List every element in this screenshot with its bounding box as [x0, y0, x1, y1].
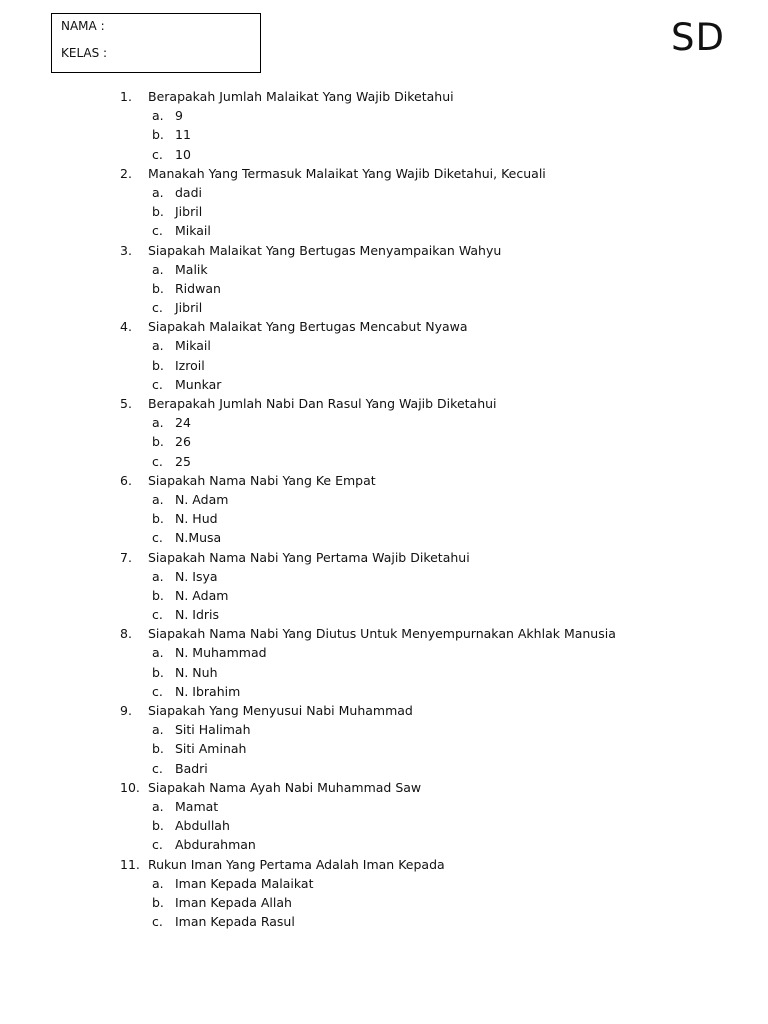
- option-letter: a.: [152, 722, 164, 738]
- option-text: dadi: [175, 184, 203, 200]
- question-number: 10.: [120, 779, 140, 795]
- option-text: Mamat: [175, 798, 219, 814]
- option-letter: c.: [152, 760, 163, 776]
- school-level-label: SD: [671, 16, 725, 59]
- option-text: Siti Aminah: [175, 741, 247, 757]
- option-letter: a.: [152, 491, 164, 507]
- question-text: Siapakah Malaikat Yang Bertugas Mencabut Nyawa: [148, 319, 468, 335]
- question-text: Berapakah Jumlah Malaikat Yang Wajib Diketahui: [148, 89, 454, 104]
- option-text: Abdurahman: [175, 837, 256, 853]
- option-letter: b.: [152, 204, 164, 220]
- question-number: 3.: [120, 242, 132, 258]
- option-letter: b.: [152, 357, 164, 373]
- option-letter: a.: [152, 108, 164, 124]
- option-letter: a.: [152, 875, 164, 891]
- option-text: 25: [175, 453, 191, 469]
- option-letter: c.: [152, 914, 163, 930]
- option-text: N. Adam: [175, 587, 229, 603]
- option-letter: b.: [152, 894, 164, 910]
- option-letter: c.: [152, 223, 163, 239]
- question-number: 7.: [120, 549, 132, 565]
- option-letter: b.: [152, 511, 164, 527]
- option-letter: c.: [152, 453, 163, 469]
- option-text: Munkar: [175, 376, 222, 392]
- class-label: KELAS :: [61, 46, 108, 60]
- option-text: N. Idris: [175, 607, 220, 623]
- question-number: 1.: [120, 89, 132, 104]
- option-letter: a.: [152, 415, 164, 431]
- option-letter: a.: [152, 568, 164, 584]
- option-letter: b.: [152, 127, 164, 143]
- question-text: Rukun Iman Yang Pertama Adalah Iman Kepada: [148, 856, 445, 872]
- option-text: Jibril: [175, 204, 203, 220]
- option-text: N. Ibrahim: [175, 683, 241, 699]
- option-text: N. Adam: [175, 491, 229, 507]
- option-text: 11: [175, 127, 191, 143]
- option-text: Siti Halimah: [175, 722, 251, 738]
- question-text: Berapakah Jumlah Nabi Dan Rasul Yang Wajib Diketahui: [148, 396, 497, 411]
- option-text: Ridwan: [175, 280, 221, 296]
- question-number: 2.: [120, 165, 132, 181]
- option-text: Izroil: [175, 357, 205, 373]
- option-letter: b.: [152, 818, 164, 834]
- question-number: 8.: [120, 626, 132, 642]
- option-letter: c.: [152, 146, 163, 162]
- question-number: 11.: [120, 856, 140, 872]
- option-letter: a.: [152, 184, 164, 200]
- name-label: NAMA :: [61, 19, 105, 33]
- option-text: Iman Kepada Allah: [175, 894, 292, 910]
- option-letter: c.: [152, 837, 163, 853]
- question-text: Manakah Yang Termasuk Malaikat Yang Wajib Diketahui, Kecuali: [148, 165, 546, 181]
- option-letter: c.: [152, 376, 163, 392]
- option-letter: a.: [152, 261, 164, 277]
- option-text: 26: [175, 434, 191, 450]
- question-text: Siapakah Nama Nabi Yang Ke Empat: [148, 472, 376, 488]
- question-number: 4.: [120, 319, 132, 335]
- option-text: Mikail: [175, 338, 211, 354]
- option-text: Badri: [175, 760, 208, 776]
- option-letter: c.: [152, 300, 163, 316]
- option-text: N. Nuh: [175, 664, 218, 680]
- question-number: 9.: [120, 703, 132, 718]
- question-number: 5.: [120, 396, 132, 411]
- question-text: Siapakah Nama Nabi Yang Diutus Untuk Menyempurnakan Akhlak Manusia: [148, 626, 616, 642]
- option-letter: a.: [152, 798, 164, 814]
- option-text: Jibril: [175, 300, 203, 316]
- option-text: 10: [175, 146, 191, 162]
- option-text: N.Musa: [175, 530, 222, 546]
- student-identity-box: [51, 13, 261, 73]
- question-number: 6.: [120, 472, 132, 488]
- option-letter: c.: [152, 530, 163, 546]
- option-text: Mikail: [175, 223, 211, 239]
- option-letter: a.: [152, 338, 164, 354]
- option-letter: a.: [152, 645, 164, 661]
- option-text: Iman Kepada Malaikat: [175, 875, 314, 891]
- question-text: Siapakah Nama Nabi Yang Pertama Wajib Diketahui: [148, 549, 470, 565]
- option-text: 9: [175, 108, 183, 124]
- option-letter: b.: [152, 741, 164, 757]
- option-text: N. Isya: [175, 568, 218, 584]
- option-letter: b.: [152, 280, 164, 296]
- option-letter: b.: [152, 434, 164, 450]
- option-letter: c.: [152, 683, 163, 699]
- option-text: Malik: [175, 261, 208, 277]
- question-text: Siapakah Nama Ayah Nabi Muhammad Saw: [148, 779, 422, 795]
- option-letter: b.: [152, 587, 164, 603]
- option-letter: c.: [152, 607, 163, 623]
- option-text: 24: [175, 415, 191, 431]
- option-text: N. Hud: [175, 511, 218, 527]
- option-text: N. Muhammad: [175, 645, 267, 661]
- question-text: Siapakah Malaikat Yang Bertugas Menyampaikan Wahyu: [148, 242, 502, 258]
- option-text: Abdullah: [175, 818, 230, 834]
- question-text: Siapakah Yang Menyusui Nabi Muhammad: [148, 703, 413, 718]
- option-text: Iman Kepada Rasul: [175, 914, 295, 930]
- option-letter: b.: [152, 664, 164, 680]
